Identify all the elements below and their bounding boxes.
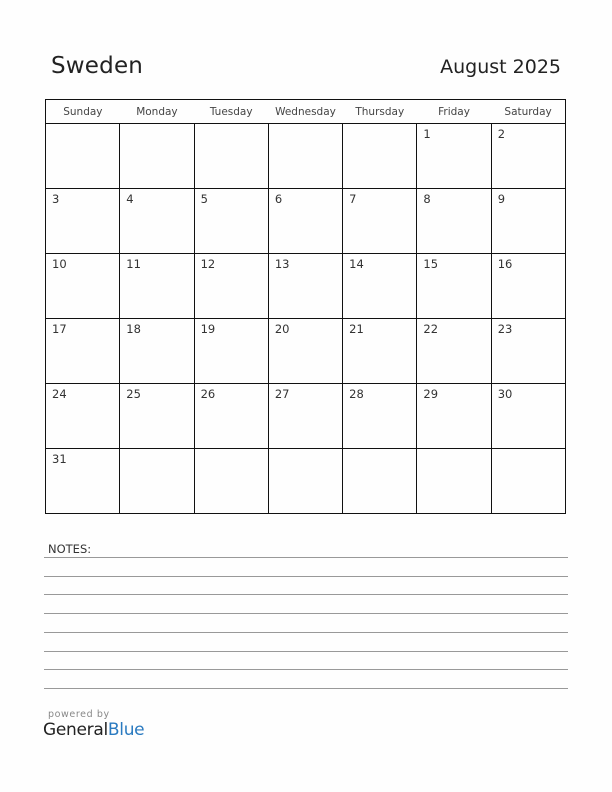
day-cell [194, 254, 268, 319]
day-number: 17 [52, 322, 67, 336]
day-cell [417, 449, 491, 514]
week-row [46, 254, 566, 319]
day-number: 11 [126, 257, 141, 271]
weekday-header-row [46, 100, 566, 124]
day-number: 13 [274, 257, 290, 271]
day-cell [120, 449, 194, 514]
note-line [44, 651, 568, 652]
day-number [195, 449, 268, 452]
day-cell [343, 384, 417, 449]
day-number [343, 124, 416, 127]
day-cell [417, 254, 491, 319]
day-cell [343, 124, 417, 189]
weekday-saturday: Saturday [491, 100, 565, 124]
day-number: 19 [200, 322, 216, 336]
day-number: 10 [52, 257, 67, 271]
day-number: 30 [497, 387, 513, 401]
weekday-monday: Monday [120, 100, 194, 124]
day-cell [417, 189, 491, 254]
note-line [44, 576, 568, 577]
day-number [417, 449, 490, 452]
day-cell [46, 254, 120, 319]
day-number [120, 124, 193, 127]
day-number: 29 [423, 387, 439, 401]
day-cell [194, 189, 268, 254]
note-line [44, 688, 568, 689]
day-cell [491, 189, 565, 254]
day-number [120, 449, 193, 452]
weekday-wednesday: Wednesday [268, 100, 342, 124]
day-cell [194, 449, 268, 514]
day-number: 15 [423, 257, 439, 271]
day-cell [46, 384, 120, 449]
day-cell [417, 384, 491, 449]
day-cell [491, 384, 565, 449]
day-cell [491, 449, 565, 514]
day-number [343, 449, 416, 452]
day-number: 9 [497, 192, 506, 206]
day-number: 2 [497, 127, 506, 141]
day-cell [268, 319, 342, 384]
week-row [46, 384, 566, 449]
day-cell [417, 319, 491, 384]
day-number: 7 [349, 192, 357, 206]
day-number: 16 [497, 257, 513, 271]
day-cell [46, 319, 120, 384]
weekday-tuesday: Tuesday [194, 100, 268, 124]
day-cell [268, 384, 342, 449]
notes-label: NOTES: [48, 542, 92, 556]
day-number: 12 [200, 257, 216, 271]
day-number: 8 [423, 192, 431, 206]
day-cell [268, 254, 342, 319]
day-number: 6 [274, 192, 283, 206]
week-row [46, 189, 566, 254]
week-row [46, 124, 566, 189]
day-number [46, 124, 119, 127]
day-cell [46, 189, 120, 254]
calendar-grid [45, 99, 566, 514]
day-cell [268, 189, 342, 254]
note-line [44, 557, 568, 558]
day-number: 26 [200, 387, 216, 401]
day-cell [194, 384, 268, 449]
day-cell [46, 124, 120, 189]
day-number [269, 449, 342, 452]
day-cell [491, 254, 565, 319]
day-cell [194, 124, 268, 189]
powered-by-text: powered by [48, 709, 110, 720]
note-line [44, 669, 568, 670]
weekday-friday: Friday [417, 100, 491, 124]
note-line [44, 632, 568, 633]
day-cell [343, 319, 417, 384]
week-row [46, 449, 566, 514]
day-cell [120, 384, 194, 449]
day-cell [491, 124, 565, 189]
day-cell [120, 254, 194, 319]
day-cell [268, 124, 342, 189]
note-line [44, 594, 568, 595]
day-number [269, 124, 342, 127]
country-title: Sweden [51, 53, 144, 79]
day-number: 25 [126, 387, 141, 401]
day-cell [343, 254, 417, 319]
day-number: 1 [423, 127, 431, 141]
brand-general: General [43, 720, 108, 740]
day-number: 27 [274, 387, 290, 401]
day-cell [343, 189, 417, 254]
day-number: 5 [200, 192, 208, 206]
day-number [195, 124, 268, 127]
week-row [46, 319, 566, 384]
day-cell [120, 189, 194, 254]
brand-blue: Blue [107, 720, 145, 740]
day-number: 4 [126, 192, 134, 206]
day-cell [268, 449, 342, 514]
day-cell [417, 124, 491, 189]
day-cell [491, 319, 565, 384]
day-number: 18 [126, 322, 141, 336]
day-cell [343, 449, 417, 514]
day-number: 21 [349, 322, 364, 336]
month-year-title: August 2025 [440, 56, 561, 78]
day-cell [120, 124, 194, 189]
weekday-sunday: Sunday [46, 100, 120, 124]
day-number: 14 [349, 257, 364, 271]
day-number: 28 [349, 387, 364, 401]
day-number: 20 [274, 322, 290, 336]
day-number: 22 [423, 322, 439, 336]
day-cell [194, 319, 268, 384]
note-line [44, 613, 568, 614]
brand-logo [43, 720, 144, 740]
day-cell [120, 319, 194, 384]
day-number: 31 [52, 452, 67, 466]
day-number: 23 [497, 322, 513, 336]
day-number [492, 449, 565, 452]
day-number: 3 [52, 192, 60, 206]
day-cell [46, 449, 120, 514]
day-number: 24 [52, 387, 67, 401]
weekday-thursday: Thursday [343, 100, 417, 124]
